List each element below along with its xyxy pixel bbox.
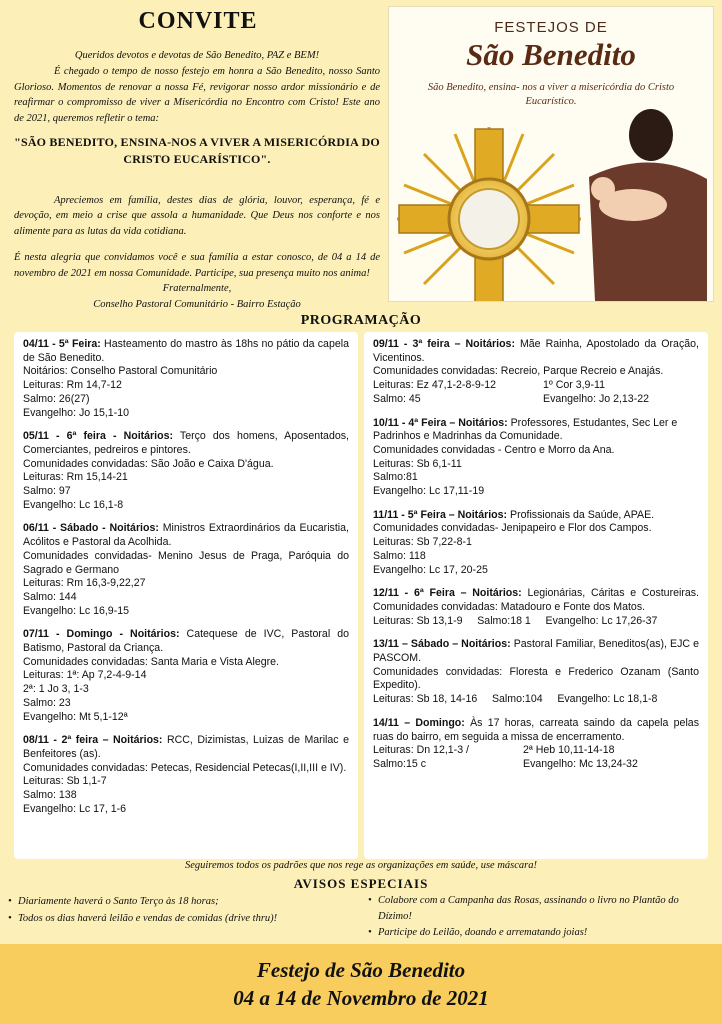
avisos-left-list <box>8 893 348 927</box>
entry-line: Leituras: Rm 15,14-21 <box>23 471 128 484</box>
invite-letter-2 <box>14 182 380 292</box>
entry-line: Comunidades convidadas - Centro e Morro da Ana. <box>373 443 615 456</box>
entry-line: Comunidades convidadas: Recreio, Parque Recreio e Anajás. <box>373 365 664 378</box>
entry-line: Salmo: 97 <box>23 485 71 498</box>
entry-line: Comunidades convidadas: Santa Maria e Vista Alegre. <box>23 655 279 668</box>
invite-letter <box>14 48 380 127</box>
entry-head: 05/11 - 6ª feira - Noitários: <box>23 430 174 443</box>
entry-line: Comunidades convidadas- Menino Jesus de Praga, Paróquia do Sagrado e Germano <box>23 549 349 576</box>
program-entry <box>23 430 349 512</box>
banner-title: Festejo de São Benedito <box>256 958 466 982</box>
entry-text: Profissionais da Saúde, APAE. Comunidades convidadas- Jenipapeiro e Flor dos Campos. <box>373 508 655 535</box>
entry-head: 06/11 - Sábado - Noitários: <box>23 522 159 535</box>
program-entry <box>373 509 699 578</box>
aviso-item: • Colabore com a Campanha das Rosas, assinando o livro no Plantão do Dízimo! <box>368 893 688 925</box>
entry-line: 2ª: 1 Jo 3, 1-3 <box>23 683 89 696</box>
entry-text: Hasteamento do mastro às 18hs no pátio da capela de São Benedito. <box>23 338 349 364</box>
entry-line: Salmo: 118 <box>373 549 426 562</box>
invite-signature: Conselho Pastoral Comunitário - Bairro Estação <box>93 299 301 310</box>
entry-text: Catequese de IVC, Pastoral do Batismo, Pastoral da Criança. <box>23 628 349 655</box>
aviso-item: • Todos os dias haverá leilão e vendas de comidas (drive thru)! <box>8 910 348 927</box>
entry-line: Salmo: 144 <box>23 590 77 603</box>
entry-line: Leituras: Sb 7,22-8-1 <box>373 536 472 549</box>
entry-line: Salmo:15 c <box>373 757 426 770</box>
entry-line: Salmo: 45 <box>373 392 421 405</box>
entry-line: Leituras: Sb 6,1-11 <box>373 457 462 470</box>
entry-text: Professores, Estudantes, Sec Ler e Padrinhos e Madrinhas da Comunidade. <box>373 416 678 443</box>
entry-head: 13/11 – Sábado – Noitários: <box>373 638 511 651</box>
entry-head: 12/11 - 6ª Feira – Noitários: <box>373 587 522 600</box>
entry-line: Salmo:81 <box>373 471 418 484</box>
program-entry <box>23 628 349 724</box>
program-entry <box>373 717 699 772</box>
entry-line: Evangelho: Lc 16,1-8 <box>23 498 124 511</box>
poster-line-1: FESTEJOS DE <box>494 19 608 36</box>
avisos-title: AVISOS ESPECIAIS <box>293 876 429 891</box>
entry-line: Evangelho: Lc 17, 1-6 <box>23 802 127 815</box>
entry-head: 07/11 - Domingo - Noitários: <box>23 628 180 641</box>
entry-line: Leituras: Sb 1,1-7 <box>23 775 107 788</box>
invite-signature-block <box>14 281 380 313</box>
poster-line-3: São Benedito, ensina- nos a viver a misericórdia do Cristo Eucarístico. <box>427 82 675 107</box>
entry-line: Leituras: Sb 13,1-9 Salmo:18 1 Evangelho: Lc 17,26-37 <box>373 614 658 627</box>
program-entry <box>23 522 349 618</box>
program-column-right <box>364 332 708 859</box>
entry-line: Salmo: 138 <box>23 789 77 802</box>
invite-theme: "SÃO BENEDITO, ENSINA-NOS A VIVER A MISERICÓRDIA DO CRISTO EUCARÍSTICO". <box>14 135 380 166</box>
entry-line: Comunidades convidadas: São João e Caixa D'água. <box>23 457 274 470</box>
invite-closing: Fraternalmente, <box>162 283 232 294</box>
entry-text: Às 17 horas, carreata saindo da capela pelas ruas do bairro, em seguida a missa de encerramento. <box>373 716 699 743</box>
festival-poster <box>388 6 714 302</box>
program-entry <box>373 338 699 407</box>
entry-line: Evangelho: Lc 16,9-15 <box>23 604 130 617</box>
entry-head: 14/11 – Domingo: <box>373 716 465 729</box>
entry-line: Leituras: Rm 14,7-12 <box>23 379 122 392</box>
entry-line: Leituras: Rm 16,3-9,22,27 <box>23 577 146 590</box>
entry-text: Ministros Extraordinários da Eucaristia, Acólitos e Pastoral da Acolhida. <box>23 522 349 549</box>
entry-line: Evangelho: Lc 17,11-19 <box>373 485 485 498</box>
entry-line: Evangelho: Jo 2,13-22 <box>543 392 650 405</box>
entry-line: Leituras: 1ª: Ap 7,2-4-9-14 <box>23 669 147 682</box>
entry-line: Evangelho: Mc 13,24-32 <box>523 757 638 770</box>
entry-line: Leituras: Ez 47,1-2-8-9-12 <box>373 379 497 392</box>
entry-line: Comunidades convidadas: Floresta e Frederico Ozanam (Santo Expedito). <box>373 665 699 692</box>
invite-greeting: Queridos devotos e devotas de São Benedito, PAZ e BEM! <box>74 50 320 61</box>
invite-paragraph-3: É nesta alegria que convidamos você e sua família a estar conosco, de 04 a 14 de novembro de 2021 em nossa Comunidade. Participe, sua presença muito nos anima! <box>14 252 380 280</box>
entry-text: Legionárias, Cáritas e Costureiras. Comunidades convidadas: Matadouro e Fonte dos Matos. <box>373 587 700 613</box>
entry-line: 1º Cor 3,9-11 <box>543 379 605 392</box>
entry-line: Evangelho: Mt 5,1-12ª <box>23 710 128 723</box>
avisos-right-list <box>368 893 688 941</box>
invite-paragraph-2: Apreciemos em família, destes dias de glória, louvor, esperança, fé e devoção, em meio a crise que assola a humanidade. Que Deus nos conforte e nos alimente para as lutas da vida cotidiana. <box>14 194 380 238</box>
program-column-left <box>14 332 358 859</box>
program-entry <box>373 638 699 707</box>
invite-paragraph-1: É chegado o tempo de nosso festejo em honra a São Benedito, nosso Santo Glorioso. Momentos de renovar a nossa Fé, revigorar nosso ardor missionário e de reafirmar o compromisso de viver a Misericórdia no Encontro com Cristo! Este ano de 2021, queremos refletir o tema: <box>14 65 380 125</box>
monstrance-illustration <box>389 7 713 301</box>
program-entry <box>373 587 699 628</box>
entry-line: Evangelho: Lc 17, 20-25 <box>373 563 488 576</box>
entry-head: 11/11 - 5ª Feira – Noitários: <box>373 508 508 521</box>
aviso-item: • Diariamente haverá o Santo Terço às 18 horas; <box>8 893 348 910</box>
entry-head: 09/11 - 3ª feira – Noitários: <box>373 338 515 350</box>
entry-line: Noitários: Conselho Pastoral Comunitário <box>23 365 218 378</box>
entry-text: Terço dos homens, Aposentados, Comerciantes, pedreiros e pintores. <box>23 430 349 456</box>
entry-head: 04/11 - 5ª Feira: <box>23 338 101 350</box>
entry-head: 08/11 - 2ª feira – Noitários: <box>23 734 163 747</box>
health-note: Seguiremos todos os padrões que nos rege as organizações em saúde, use máscara! <box>184 860 537 871</box>
poster-line-2: São Benedito <box>466 37 636 72</box>
entry-line: Leituras: Sb 18, 14-16 Salmo:104 Evangelho: Lc 18,1-8 <box>373 693 658 706</box>
entry-text: Pastoral Familiar, Beneditos(as), EJC e PASCOM. <box>373 638 699 665</box>
banner-dates: 04 a 14 de Novembro de 2021 <box>233 986 489 1010</box>
program-entry <box>23 734 349 816</box>
entry-line: Comunidades convidadas: Petecas, Residencial Petecas(I,II,III e IV). <box>23 761 347 774</box>
entry-line: Evangelho: Jo 15,1-10 <box>23 406 130 419</box>
entry-head: 10/11 - 4ª Feira – Noitários: <box>373 416 508 429</box>
entry-text: RCC, Dizimistas, Luizas de Marilac e Benfeitores (as). <box>23 734 349 760</box>
entry-line: Salmo: 23 <box>23 696 71 709</box>
program-entry <box>23 338 349 420</box>
aviso-item: • Participe do Leilão, doando e arrematando joias! <box>368 925 688 941</box>
entry-line: 2ª Heb 10,11-14-18 <box>523 744 615 757</box>
entry-text: Mãe Rainha, Apostolado da Oração, Vicentinos. <box>373 338 699 364</box>
entry-line: Salmo: 26(27) <box>23 392 90 405</box>
entry-line: Leituras: Dn 12,1-3 / <box>373 744 469 757</box>
program-entry <box>373 417 699 499</box>
program-title: PROGRAMAÇÃO <box>300 313 422 328</box>
invite-title: CONVITE <box>138 8 258 34</box>
bottom-banner <box>0 944 722 1024</box>
